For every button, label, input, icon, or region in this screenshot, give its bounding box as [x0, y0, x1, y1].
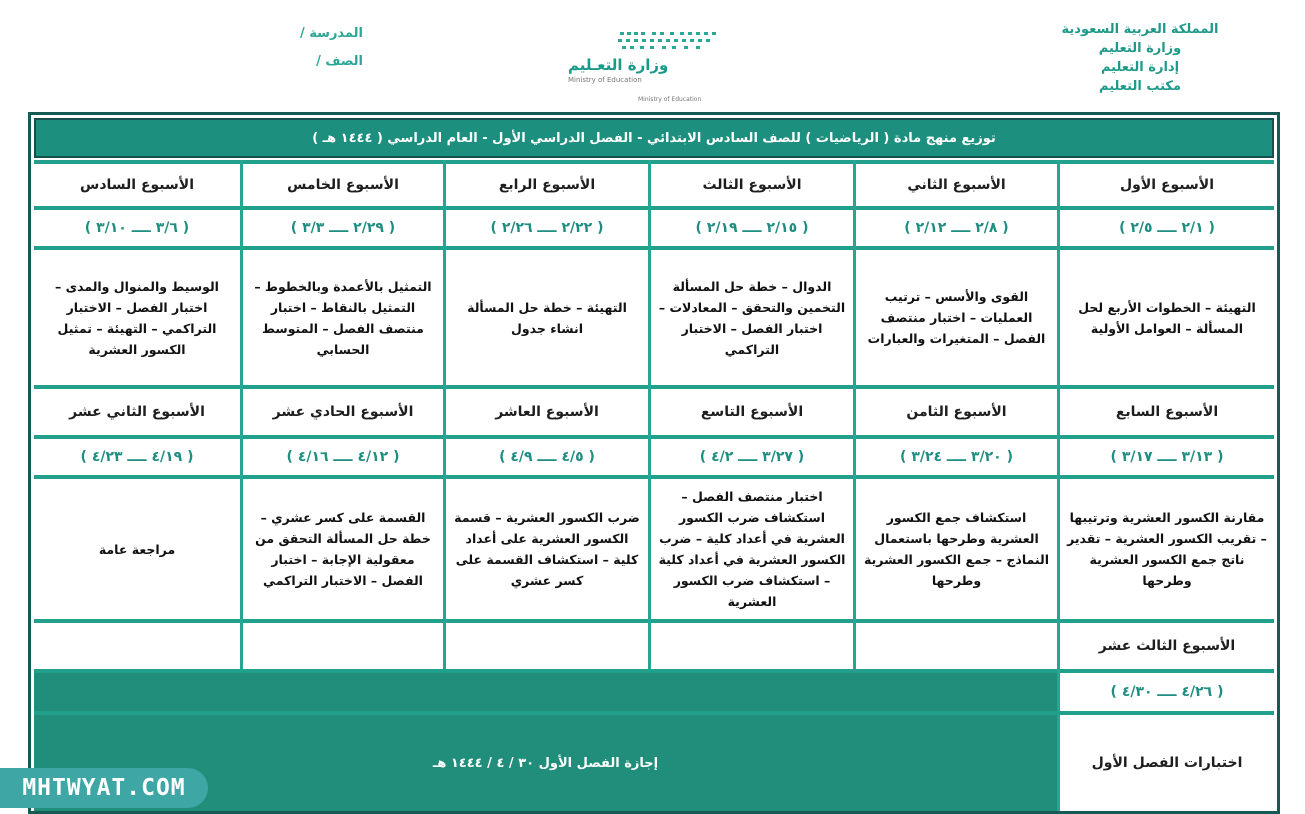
table-title: توزيع منهج مادة ( الرياضيات ) للصف السادس الابتدائي - الفصل الدراسي الأول - العام الدراسي ( ١٤٤٤ هـ ): [34, 118, 1274, 158]
week-content: استكشاف جمع الكسور العشرية وطرحها باستعمال النماذج – جمع الكسور العشرية وطرحها: [856, 479, 1057, 619]
week-dates: ( ٢/١٥ ــــ ٢/١٩ ): [651, 210, 853, 246]
holiday-banner: إجازة الفصل الأول ٣٠ / ٤ / ١٤٤٤ هـ: [34, 715, 1057, 811]
week-content: القسمة على كسر عشري – خطة حل المسألة التحقق من معقولية الإجابة – اختبار الفصل – الاختبار التراكمي: [243, 479, 443, 619]
week-header: الأسبوع الخامس: [243, 164, 443, 206]
week-header: الأسبوع السادس: [34, 164, 240, 206]
week-header: الأسبوع الثامن: [856, 389, 1057, 435]
week-content: اختبار منتصف الفصل – استكشاف ضرب الكسور العشرية في أعداد كلية – ضرب الكسور العشرية في أعداد كلية – استكشاف ضرب الكسور العشرية: [651, 479, 853, 619]
class-label: الصف /: [316, 54, 363, 69]
header-line: المملكة العربية السعودية: [1061, 22, 1219, 37]
week-dates: ( ٢/٢٢ ــــ ٢/٢٦ ): [446, 210, 648, 246]
week-header: الأسبوع السابع: [1060, 389, 1274, 435]
logo-english-text-small: Ministry of Education: [638, 96, 702, 103]
ministry-logo: [560, 30, 730, 105]
week-header: الأسبوع الثاني: [856, 164, 1057, 206]
week-dates: ( ٢/٨ ــــ ٢/١٢ ): [856, 210, 1057, 246]
logo-english-text: Ministry of Education: [568, 76, 642, 84]
week-content: التهيئة – الخطوات الأربع لحل المسألة – العوامل الأولية: [1060, 250, 1274, 385]
week-dates: ( ٤/٢٦ ــــ ٤/٣٠ ): [1060, 673, 1274, 711]
week-dates: ( ٢/١ ــــ ٢/٥ ): [1060, 210, 1274, 246]
site-watermark: MHTWYAT.COM: [0, 768, 208, 808]
week-content: ضرب الكسور العشرية – قسمة الكسور العشرية على أعداد كلية – استكشاف القسمة على كسر عشري: [446, 479, 648, 619]
header-line: مكتب التعليم: [1099, 79, 1181, 94]
week-header: الأسبوع الثالث عشر: [1060, 623, 1274, 669]
ministry-header: [1040, 20, 1240, 96]
week-header: الأسبوع الرابع: [446, 164, 648, 206]
week-header: الأسبوع الأول: [1060, 164, 1274, 206]
week-dates: ( ٤/١٢ ــــ ٤/١٦ ): [243, 439, 443, 475]
header-line: إدارة التعليم: [1100, 60, 1180, 75]
week-content: التهيئة – خطة حل المسألة انشاء جدول: [446, 250, 648, 385]
week-header: الأسبوع الثاني عشر: [34, 389, 240, 435]
curriculum-table: [28, 112, 1280, 814]
school-info: [300, 22, 363, 78]
school-label: المدرسة /: [300, 26, 363, 41]
exams-label: اختبارات الفصل الأول: [1060, 715, 1274, 811]
header-line: وزارة التعليم: [1098, 41, 1182, 56]
week-header: الأسبوع العاشر: [446, 389, 648, 435]
green-empty-band: [34, 673, 1057, 711]
week-dates: ( ٤/٥ ــــ ٤/٩ ): [446, 439, 648, 475]
week-header: الأسبوع التاسع: [651, 389, 853, 435]
week-content: مراجعة عامة: [34, 479, 240, 619]
week-content: مقارنة الكسور العشرية وترتيبها – تقريب الكسور العشرية – تقدير ناتج جمع الكسور العشرية وطرحها: [1060, 479, 1274, 619]
logo-arabic-text: وزارة التعـليم: [568, 56, 669, 74]
week-content: القوى والأسس – ترتيب العمليات – اختبار منتصف الفصل – المتغيرات والعبارات: [856, 250, 1057, 385]
week-content: الوسيط والمنوال والمدى – اختبار الفصل – الاختبار التراكمي – التهيئة – تمثيل الكسور العشرية: [34, 250, 240, 385]
week-dates: ( ٣/٦ ــــ ٣/١٠ ): [34, 210, 240, 246]
week-dates: ( ٣/٢٠ ــــ ٣/٢٤ ): [856, 439, 1057, 475]
week-content: الدوال – خطة حل المسألة التخمين والتحقق – المعادلات – اختبار الفصل – الاختبار التراكمي: [651, 250, 853, 385]
week-dates: ( ٢/٢٩ ــــ ٣/٣ ): [243, 210, 443, 246]
week-dates: ( ٣/٢٧ ــــ ٤/٢ ): [651, 439, 853, 475]
week-dates: ( ٤/١٩ ــــ ٤/٢٣ ): [34, 439, 240, 475]
week-content: التمثيل بالأعمدة وبالخطوط – التمثيل بالنقاط – اختبار منتصف الفصل – المتوسط الحسابي: [243, 250, 443, 385]
week-dates: ( ٣/١٣ ــــ ٣/١٧ ): [1060, 439, 1274, 475]
week-header: الأسبوع الحادي عشر: [243, 389, 443, 435]
week-header: الأسبوع الثالث: [651, 164, 853, 206]
